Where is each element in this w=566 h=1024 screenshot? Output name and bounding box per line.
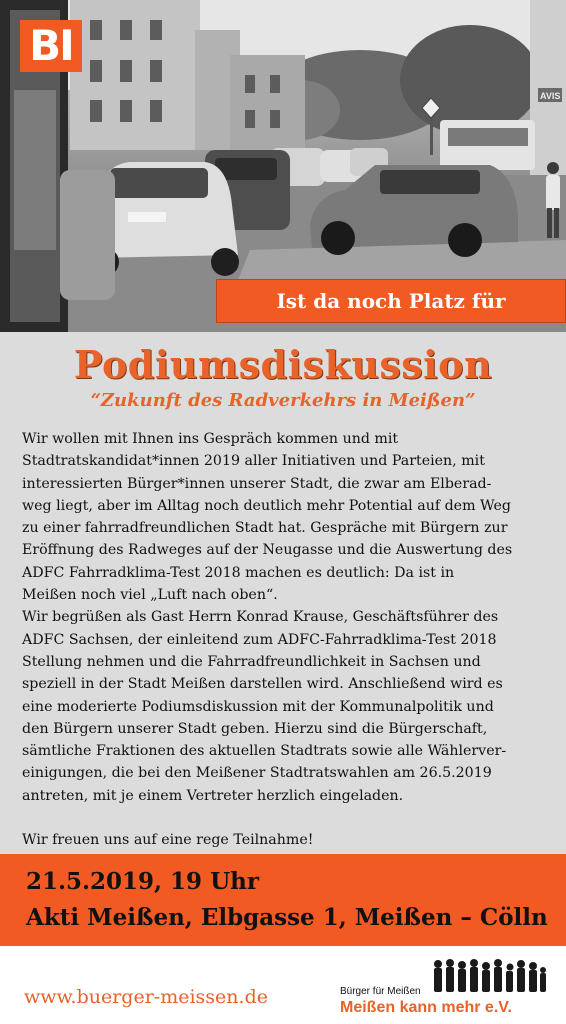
footer [0, 946, 566, 1024]
event-title: Podiumsdiskussion [73, 342, 493, 387]
event-date-time: 21.5.2019, 19 Uhr [26, 868, 259, 895]
closing-line: Wir freuen uns auf eine rege Teilnahme! [22, 832, 314, 849]
website-link[interactable]: www.buerger-meissen.de [24, 986, 268, 1008]
guest-paragraph: Wir begrüßen als Gast Herrn Konrad Krause, Geschäftsführer des ADFC Sachsen, der einleitend zum ADFC-Fahrradklima-Test 2018 Stellung nehmen und die Fahrradfreundlichkeit in Sachsen und speziell in der Stadt Meißen darstellen wird. Anschließend wird es eine moderierte Podiumsdiskussion mit der Kommunalpolitik und den Bürgern unserer Stadt geben. Hierzu sind die Bürgerschaft, sämtliche Fraktionen des aktuellen Stadtrats sowie alle Wählerver- einigungen, die bei den Meißener Stadtratswahlen am 26.5.2019 antreten, mit je einem Vertreter herzlich eingeladen. [22, 609, 507, 804]
event-location: Akti Meißen, Elbgasse 1, Meißen – Cölln [26, 904, 548, 931]
event-subtitle: “Zukunft des Radverkehrs in Meißen” [90, 390, 476, 411]
org-name-big: Meißen kann mehr e.V. [340, 999, 512, 1016]
organization-logo [336, 954, 550, 1018]
event-description [22, 428, 552, 874]
street-photo [0, 0, 566, 332]
event-info-band [0, 854, 566, 946]
question-banner: Ist da noch Platz für [217, 280, 565, 322]
event-panel [0, 332, 566, 854]
people-silhouettes-icon [432, 958, 548, 994]
org-name-small: Bürger für Meißen [340, 986, 421, 997]
intro-paragraph: Wir wollen mit Ihnen ins Gespräch kommen und mit Stadtratskandidat*innen 2019 aller Initiativen und Parteien, mit interessierten Bürger*innen unserer Stadt, die zwar am Elberad- weg liegt, aber im Alltag noch deutlich mehr Potential auf dem Weg zu einer fahrradfreundlichen Stadt hat. Gespräche mit Bürgern zur Eröffnung des Radweges auf der Neugasse und die Auswertung des ADFC Fahrradklima-Test 2018 machen es deutlich: Da ist in Meißen noch viel „Luft nach oben“. [22, 431, 513, 604]
bi-logo: BI [20, 20, 82, 72]
avis-sign: AVIS [540, 91, 561, 101]
